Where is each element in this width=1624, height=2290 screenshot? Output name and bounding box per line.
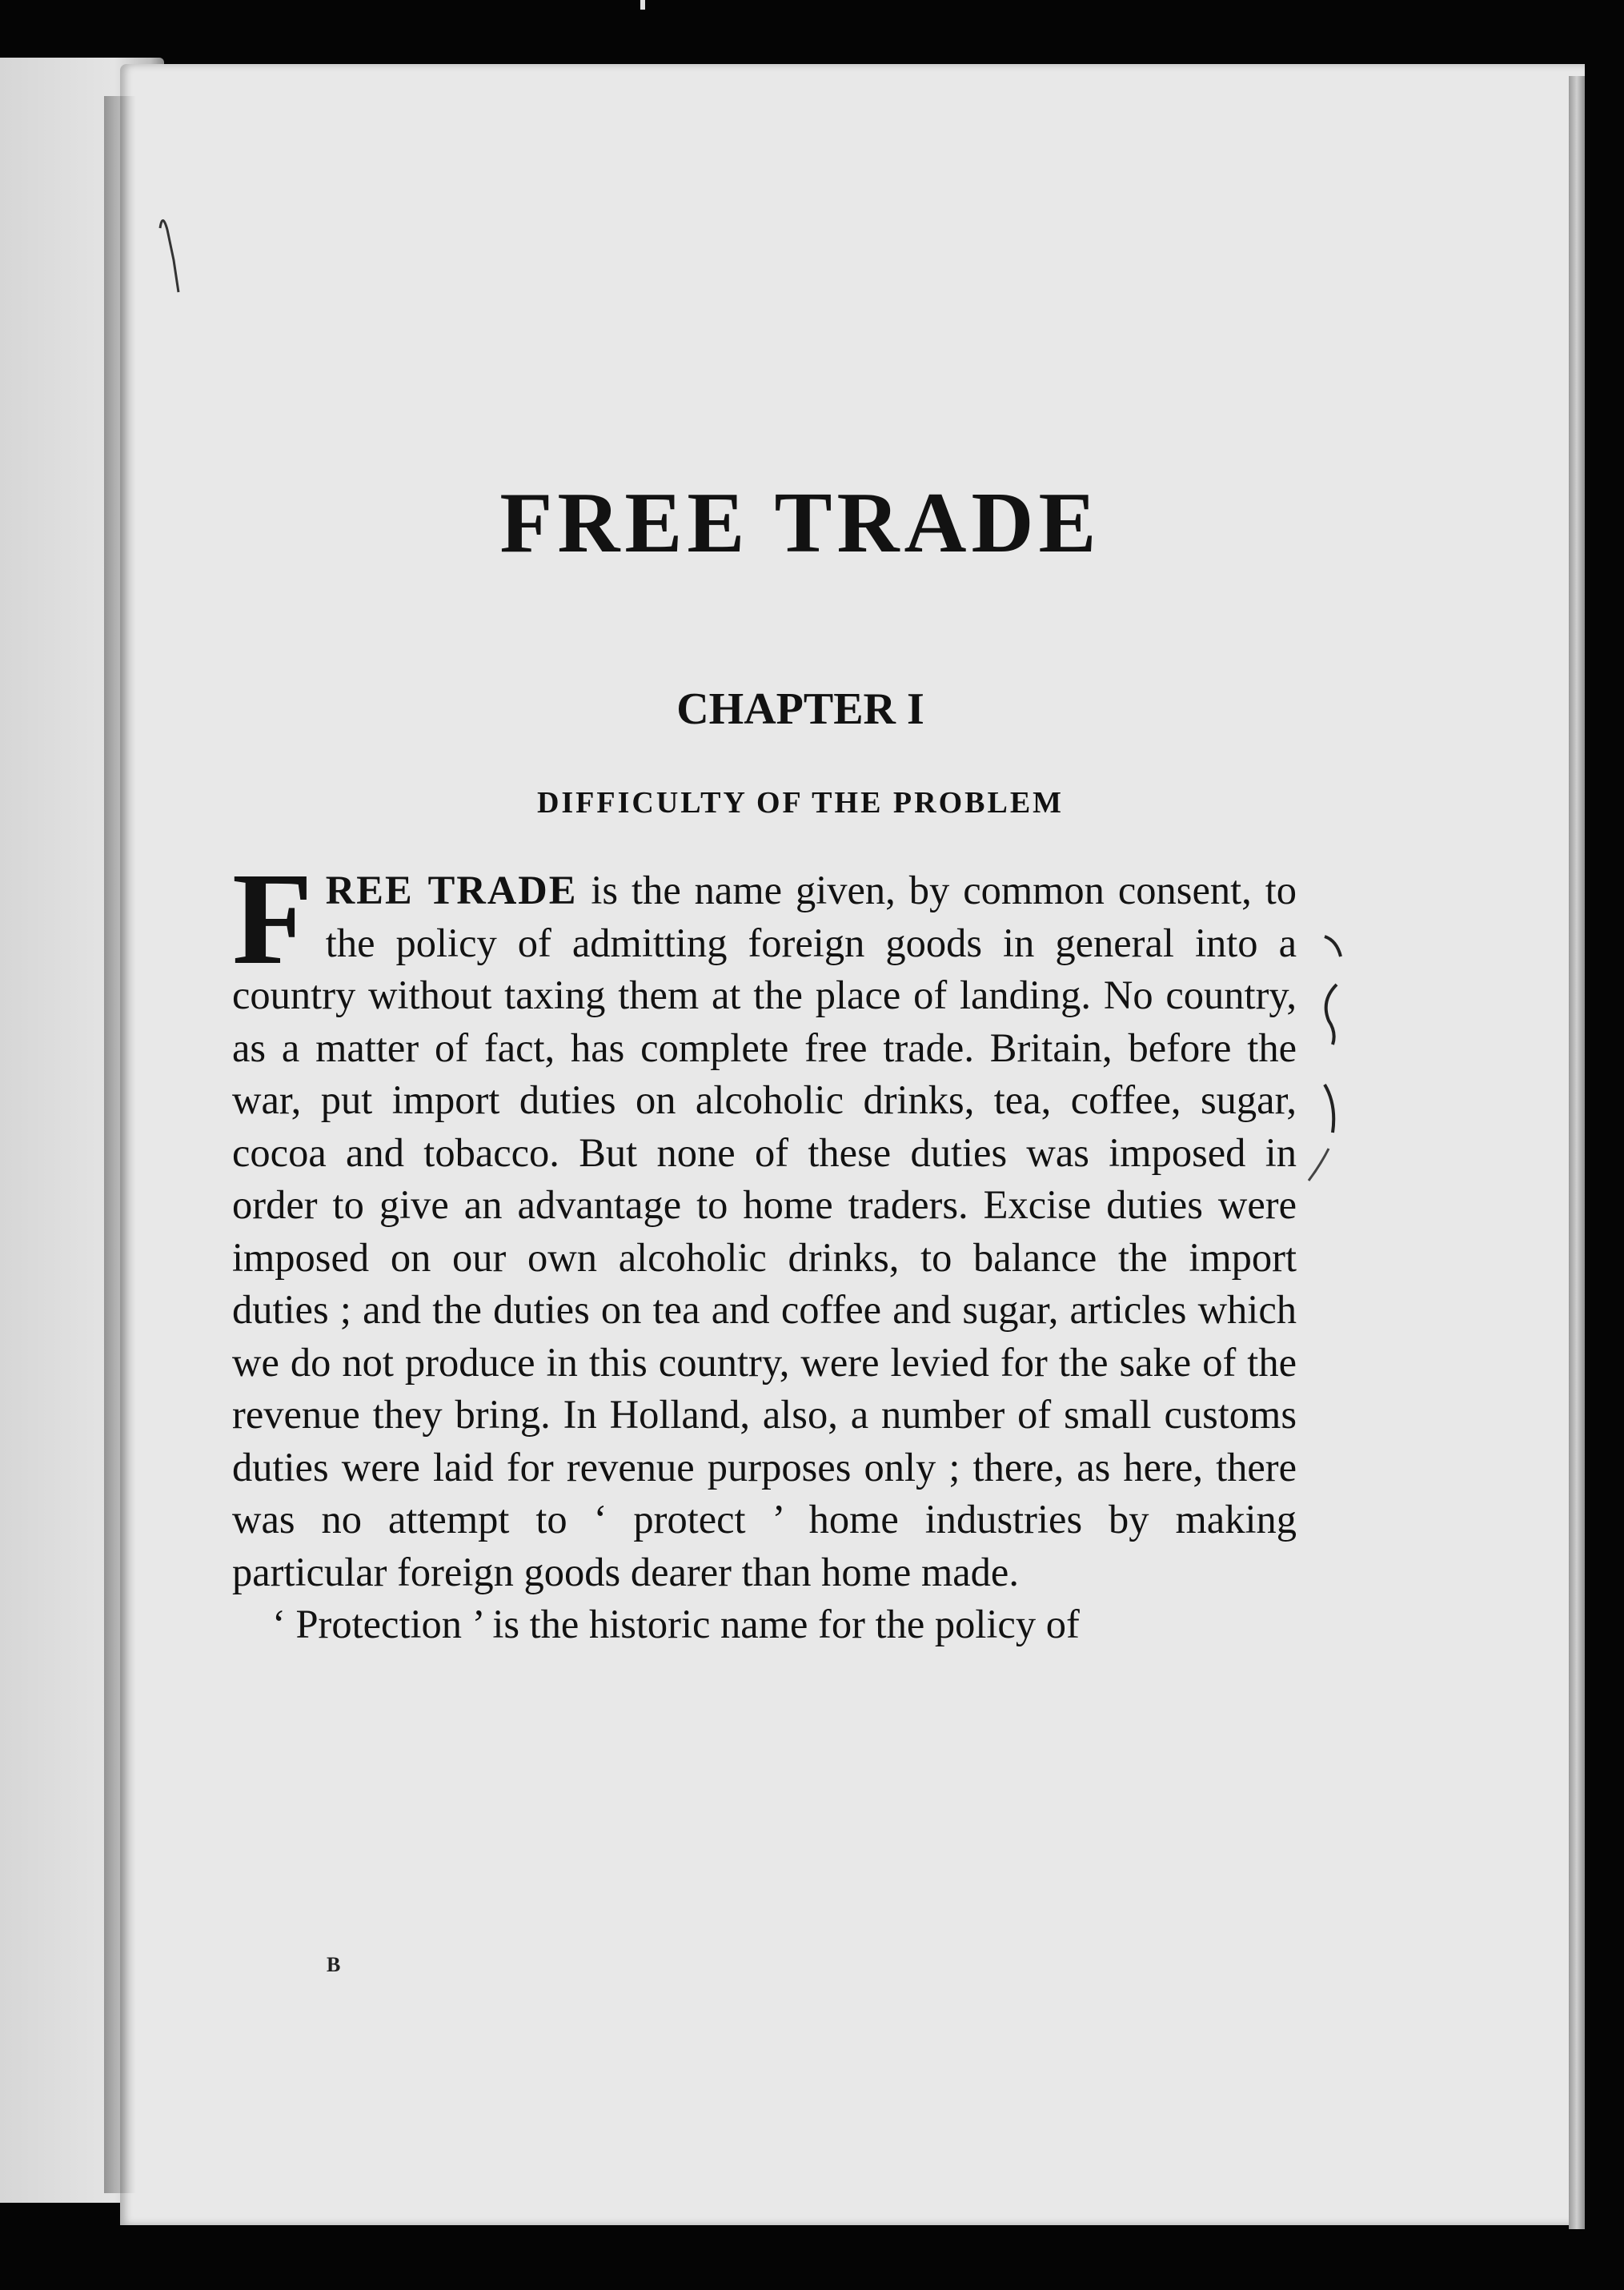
drop-cap: F bbox=[232, 845, 313, 992]
body-text bbox=[232, 845, 1297, 1651]
paragraph-1 bbox=[232, 845, 1297, 1598]
paragraph-2: ‘ Protection ’ is the historic name for the policy of bbox=[272, 1602, 1080, 1646]
chapter-heading: CHAPTER I bbox=[676, 684, 924, 734]
signature-mark: B bbox=[327, 1953, 341, 1976]
lead-words: REE TRADE bbox=[325, 868, 578, 912]
page-fore-edge bbox=[1569, 76, 1585, 2229]
page-content bbox=[232, 475, 1297, 1651]
scan-artifact bbox=[640, 0, 645, 10]
gutter-shadow bbox=[104, 96, 136, 2193]
marginal-bracket-marks bbox=[1301, 924, 1373, 1197]
stray-mark bbox=[156, 212, 188, 300]
chapter-subtitle: DIFFICULTY OF THE PROBLEM bbox=[536, 786, 1065, 820]
book-title: FREE TRADE bbox=[499, 475, 1101, 571]
paragraph-1-text: is the name given, by common consent, to the policy of admitting foreign goods in general into a country without taxing them at the place of landing. No country, as a matter of fact, has complete free trade. Britain, before the war, put import duties on alcoholic drinks, tea, coffee, sugar, cocoa and tobacco. But none of these duties was imposed in order to give an advantage to home traders. Excise duties were imposed on our own alcoholic drinks, to balance the import duties ; and the duties on tea and coffee and sugar, articles which we do not produce in this country, were levied for the sake of the revenue they bring. In Holland, also, a number of small customs duties were laid for revenue purposes only ; there, as here, there was no attempt to ‘ protect ’ home industries by making particular foreign goods dearer than home made. bbox=[232, 868, 1297, 1594]
